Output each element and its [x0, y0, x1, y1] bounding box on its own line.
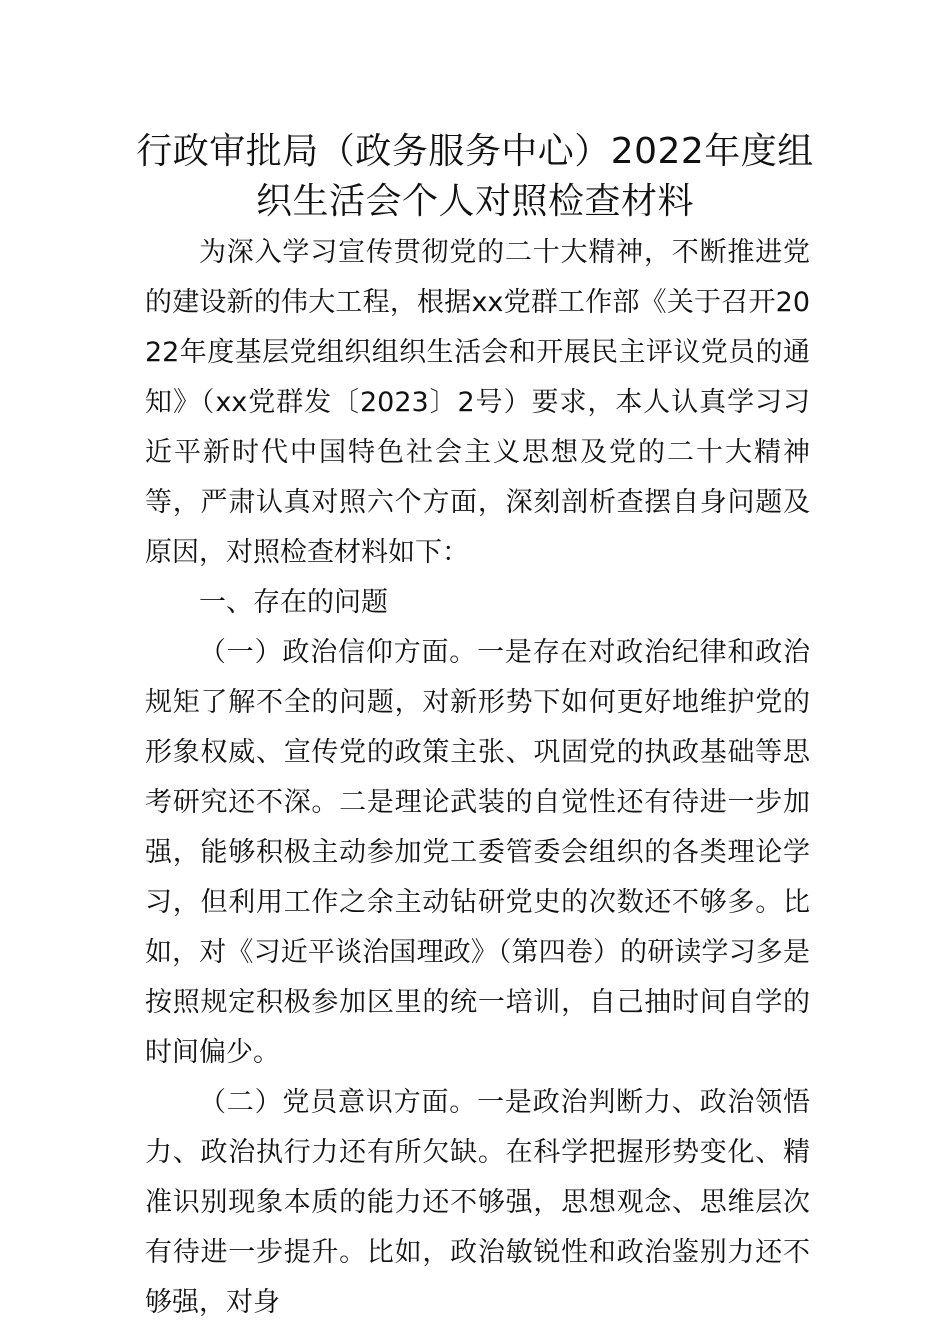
section-heading: 一、存在的问题	[199, 587, 388, 618]
political-belief-paragraph: （一）政治信仰方面。一是存在对政治纪律和政治规矩了解不全的问题，对新形势下如何更好地维护党的形象权威、宣传党的政策主张、巩固党的执政基础等思考研究还不深。二是理论武装的自觉性还有待进一步加强，能够积极主动参加党工委管委会组织的各类理论学习，但利用工作之余主动钻研党史的次数还不够多。比如，对《习近平谈治国理政》（第四卷）的研读学习多是按照规定积极参加区里的统一培训，自己抽时间自学的时间偏少。	[145, 637, 810, 1068]
party-awareness-paragraph: （二）党员意识方面。一是政治判断力、政治领悟力、政治执行力还有所欠缺。在科学把握形势变化、精准识别现象本质的能力还不够强，思想观念、思维层次有待进一步提升。比如，政治敏锐性和政治鉴别力还不够强，对身	[145, 1087, 810, 1318]
intro-paragraph: 为深入学习宣传贯彻党的二十大精神，不断推进党的建设新的伟大工程，根据xx党群工作部《关于召开2022年度基层党组织组织生活会和开展民主评议党员的通知》（xx党群发〔2023〕2号）要求，本人认真学习习近平新时代中国特色社会主义思想及党的二十大精神等，严肃认真对照六个方面，深刻剖析查摆自身问题及原因，对照检查材料如下：	[145, 237, 810, 568]
document-title-line-1: 行政审批局（政务服务中心）2022年度组	[136, 131, 814, 172]
document-title-line-2: 织生活会个人对照检查材料	[255, 181, 694, 222]
document-body	[145, 228, 810, 1328]
